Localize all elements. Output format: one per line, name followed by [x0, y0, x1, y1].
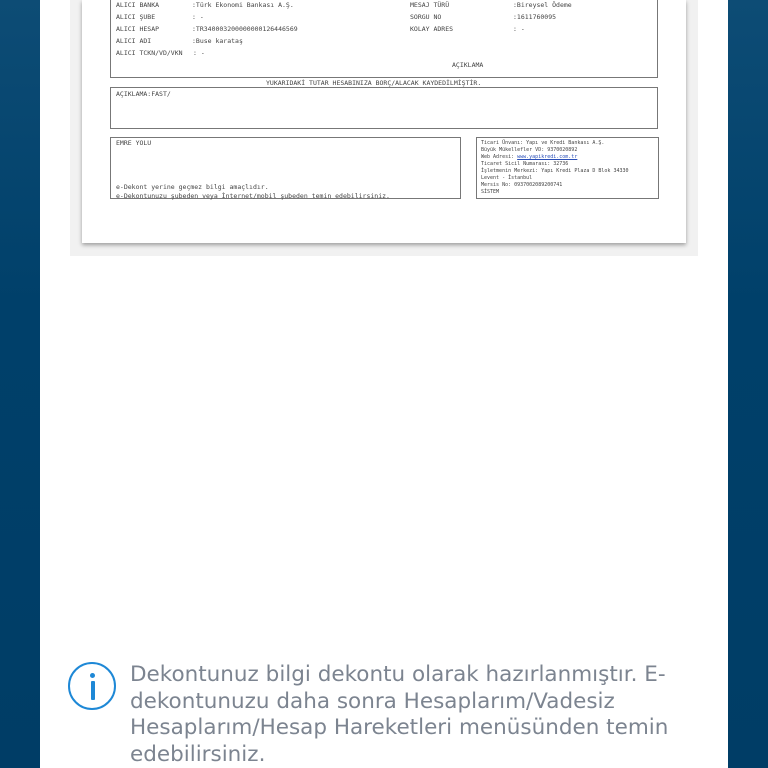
field-value-mesaj-turu: :Bireysel Ödeme: [513, 1, 572, 9]
field-label-alici-hesap: ALICI HESAP: [116, 25, 160, 33]
aciklama-value: AÇIKLAMA:FAST/: [116, 90, 171, 98]
bank-info-line-5: İşletmenin Merkezi: Yapı Kredi Plaza D Blok 34330: [481, 168, 629, 174]
bank-info-line-2: Büyük Mükellefler VD: 9370020892: [481, 147, 578, 153]
field-label-alici-adi: ALICI ADI: [116, 37, 152, 45]
bank-info-line-7: Mersis No: 0937002089200741: [481, 182, 563, 188]
field-label-alici-sube: ALICI ŞUBE: [116, 13, 156, 21]
aciklama-box: [110, 87, 658, 129]
web-address-link[interactable]: www.yapikredi.com.tr: [517, 154, 578, 160]
field-value-alici-banka: :Türk Ekonomi Bankası A.Ş.: [192, 1, 294, 9]
bank-info-line-6: Levent - İstanbul: [481, 175, 533, 181]
field-value-alici-tckn: : -: [193, 49, 205, 57]
field-label-kolay-adres: KOLAY ADRES: [410, 25, 454, 33]
left-background-edge: [0, 0, 40, 768]
bank-info-line-4: Ticaret Sicil Numarası: 32736: [481, 161, 569, 167]
field-label-alici-tckn: ALICI TCKN/VD/VKN: [116, 49, 183, 57]
field-value-sorgu-no: :1611760095: [513, 13, 557, 21]
emre-yolu-title: EMRE YOLU: [116, 139, 152, 147]
info-message: Dekontunuz bilgi dekontu olarak hazırlanmıştır. E-dekontunuzu daha sonra Hesaplarım/Vadesiz Hesaplarım/Hesap Hareketleri menüsünden temin edebilirsiniz.: [130, 662, 669, 767]
field-label-mesaj-turu: MESAJ TÜRÜ: [410, 1, 450, 9]
web-address-label: Web Adresi:: [481, 154, 518, 160]
aciklama-header: AÇIKLAMA: [452, 61, 484, 69]
note-line-1: e-Dekont yerine geçmez bilgi amaçlıdır.: [116, 183, 269, 191]
note-line-2: e-Dekontunuzu şubeden veya İnternet/mobil şubeden temin edebilirsiniz.: [116, 192, 390, 200]
field-label-sorgu-no: SORGU NO: [410, 13, 442, 21]
field-value-alici-sube: : -: [192, 13, 204, 21]
confirmation-text: YUKARIDAKİ TUTAR HESABINIZA BORÇ/ALACAK KAYDEDİLMİŞTİR.: [266, 79, 482, 87]
field-label-alici-banka: ALICI BANKA: [116, 1, 160, 9]
field-value-alici-hesap: :TR340003200000000126446569: [192, 25, 298, 33]
bank-info-line-8: SİSTEM: [481, 189, 500, 195]
field-value-kolay-adres: : -: [513, 25, 525, 33]
receipt-sheet: [82, 0, 686, 243]
content-panel: [40, 0, 728, 768]
right-background-edge: [728, 0, 768, 768]
bank-info-line-1: Ticari Ünvanı: Yapı ve Kredi Bankası A.Ş.: [481, 140, 605, 146]
info-circle-icon: [68, 662, 116, 710]
receipt-preview: [70, 0, 698, 256]
bank-info-line-3: [481, 155, 577, 160]
field-value-alici-adi: :Buse karataş: [192, 37, 243, 45]
